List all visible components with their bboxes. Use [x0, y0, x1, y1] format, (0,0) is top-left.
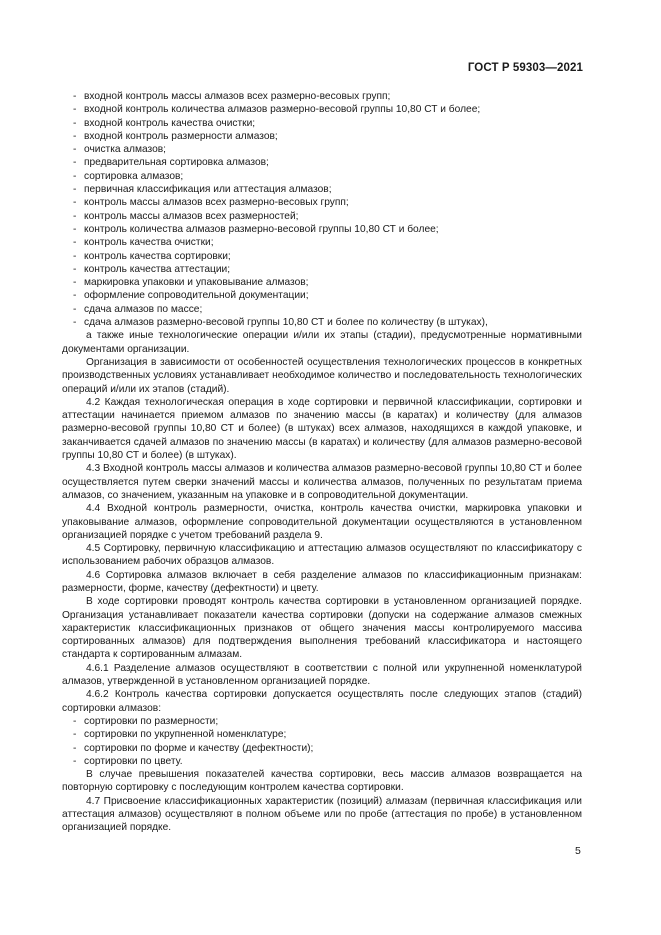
paragraph: В ходе сортировки проводят контроль качества сортировки в установленном организацией порядке. Организация устанавливает показатели качества сортировки (допуски на содержание алмазов смежных характеристик классификационных признаков от общего значения массы контролируемого массива сортированных алмазов) для подтверждения выполнения требований классификатора и настоящего стандарта к сортированным алмазам. — [62, 596, 582, 661]
list-dash: - — [73, 729, 77, 741]
paragraph: 4.6.1 Разделение алмазов осуществляют в соответствии с полной или укрупненной номенклатурой алмазов, утвержденной в установленном организацией порядке. — [62, 662, 582, 688]
list-item — [62, 755, 582, 768]
list-dash: - — [73, 117, 77, 129]
list-item — [62, 103, 582, 116]
list-dash: - — [73, 91, 77, 102]
list-dash: - — [73, 130, 77, 142]
list-item — [62, 210, 582, 223]
paragraph: 4.6.2 Контроль качества сортировки допускается осуществлять после следующих этапов (стадий) сортировки алмазов: — [62, 689, 582, 714]
list-item-text: первичная классификация или аттестация алмазов; — [84, 184, 332, 196]
list-item — [62, 183, 582, 196]
list-dash: - — [73, 104, 77, 116]
list-item — [62, 276, 582, 289]
list-item — [62, 728, 582, 741]
list-item — [62, 289, 582, 302]
list-item-text: сортировки по форме и качеству (дефектности); — [84, 742, 314, 754]
list-dash: - — [73, 290, 77, 302]
list-item-text: контроль массы алмазов всех размерностей; — [84, 210, 299, 222]
list-item — [62, 143, 582, 156]
list-dash: - — [73, 197, 77, 209]
list-item — [62, 130, 582, 143]
list-dash: - — [73, 755, 77, 767]
list-item — [62, 236, 582, 249]
list-dash: - — [73, 317, 77, 329]
paragraph: 4.4 Входной контроль размерности, очистка, контроль качества очистки, маркировка упаковки и упаковывание алмазов, оформление сопроводительной документации осуществляются в установленном организацией порядке с учетом требований раздела 9. — [62, 503, 582, 541]
list-item-text: маркировка упаковки и упаковывание алмазов; — [84, 277, 309, 289]
list-item-text: оформление сопроводительной документации; — [84, 290, 309, 302]
list-item-text: сдача алмазов размерно-весовой группы 10,80 СТ и более по количеству (в штуках), — [84, 317, 488, 329]
list-dash: - — [73, 303, 77, 315]
list-item-text: сортировка алмазов; — [84, 170, 184, 182]
list-item-text: сортировки по укрупненной номенклатуре; — [84, 729, 287, 741]
paragraph: 4.3 Входной контроль массы алмазов и количества алмазов размерно-весовой группы 10,80 СТ и более осуществляется путем сверки значений массы и количества алмазов, полученных по результатам приема алмазов, со значением, указанным на упаковке и в сопроводительной документации. — [62, 463, 582, 501]
list-dash: - — [73, 144, 77, 156]
list-item-text: сортировки по цвету. — [84, 755, 183, 767]
list-dash: - — [73, 263, 77, 275]
list-item — [62, 156, 582, 169]
list-item — [62, 715, 582, 728]
list-dash: - — [73, 250, 77, 262]
list-item — [62, 263, 582, 276]
list-item — [62, 170, 582, 183]
list-item-text: сортировки по размерности; — [84, 715, 219, 727]
list-dash: - — [73, 223, 77, 235]
list-dash: - — [73, 715, 77, 727]
list-item-text: сдача алмазов по массе; — [84, 303, 203, 315]
paragraph: 4.5 Сортировку, первичную классификацию и аттестацию алмазов осуществляют по классификатору с использованием рабочих образцов алмазов. — [62, 543, 582, 568]
paragraph: 4.2 Каждая технологическая операция в ходе сортировки и первичной классификации, сортировки и аттестации начинается приемом алмазов по значению массы (в каратах) и количеству (для алмазов размерно-весовой группы 10,80 СТ и более) (в штуках) всех алмазов, находящихся в каждой упаковке, и заканчивается сдачей алмазов по значению массы (в каратах) и количеству (для алмазов размерно-весовой группы 10,80 СТ и более) (в штуках). — [62, 396, 582, 462]
list-item — [62, 90, 582, 103]
list-item-text: контроль количества алмазов размерно-весовой группы 10,80 СТ и более; — [84, 223, 439, 235]
paragraph: В случае превышения показателей качества сортировки, весь массив алмазов возвращается на повторную сортировку с последующим контролем качества сортировки. — [62, 769, 582, 794]
list-dash: - — [73, 277, 77, 289]
list-dash: - — [73, 742, 77, 754]
list-item-text: очистка алмазов; — [84, 144, 167, 156]
document-body — [62, 90, 582, 835]
list-dash: - — [73, 157, 77, 169]
list-item-text: входной контроль размерности алмазов; — [84, 130, 278, 142]
list-item — [62, 223, 582, 236]
list-item-text: входной контроль качества очистки; — [84, 117, 256, 129]
list-item-text: контроль качества сортировки; — [84, 250, 231, 262]
page-number: 5 — [575, 845, 581, 857]
list-dash: - — [73, 184, 77, 196]
list-item-text: контроль качества очистки; — [84, 237, 214, 249]
list-item-text: входной контроль массы алмазов всех размерно-весовых групп; — [84, 91, 391, 102]
list-dash: - — [73, 210, 77, 222]
list-item — [62, 303, 582, 316]
list-item — [62, 117, 582, 130]
list-item-text: входной контроль количества алмазов размерно-весовой группы 10,80 СТ и более; — [84, 104, 481, 116]
list-item — [62, 742, 582, 755]
list-dash: - — [73, 237, 77, 249]
list-dash: - — [73, 170, 77, 182]
paragraph: 4.7 Присвоение классификационных характеристик (позиций) алмазам (первичная классификация или аттестация алмазов) осуществляют в полном объеме или по пробе (аттестация по пробе) в установленном организацией порядке. — [62, 795, 582, 834]
list-item-text: контроль качества аттестации; — [84, 263, 231, 275]
list-item-text: предварительная сортировка алмазов; — [84, 157, 269, 169]
list-item — [62, 196, 582, 209]
paragraph: а также иные технологические операции и/или их этапы (стадии), предусмотренные нормативными документами организации. — [62, 330, 582, 355]
standard-header: ГОСТ Р 59303—2021 — [467, 62, 583, 74]
paragraph: Организация в зависимости от особенностей осуществления технологических процессов в конкретных производственных условиях устанавливает необходимое количество и последовательность технологических операций и/или их этапов (стадий). — [62, 356, 582, 395]
list-item-text: контроль массы алмазов всех размерно-весовых групп; — [84, 197, 349, 209]
list-item — [62, 316, 582, 329]
paragraph: 4.6 Сортировка алмазов включает в себя разделение алмазов по классификационным признакам: размерности, форме, качеству (дефектности) и цвету. — [62, 569, 582, 594]
list-item — [62, 250, 582, 263]
